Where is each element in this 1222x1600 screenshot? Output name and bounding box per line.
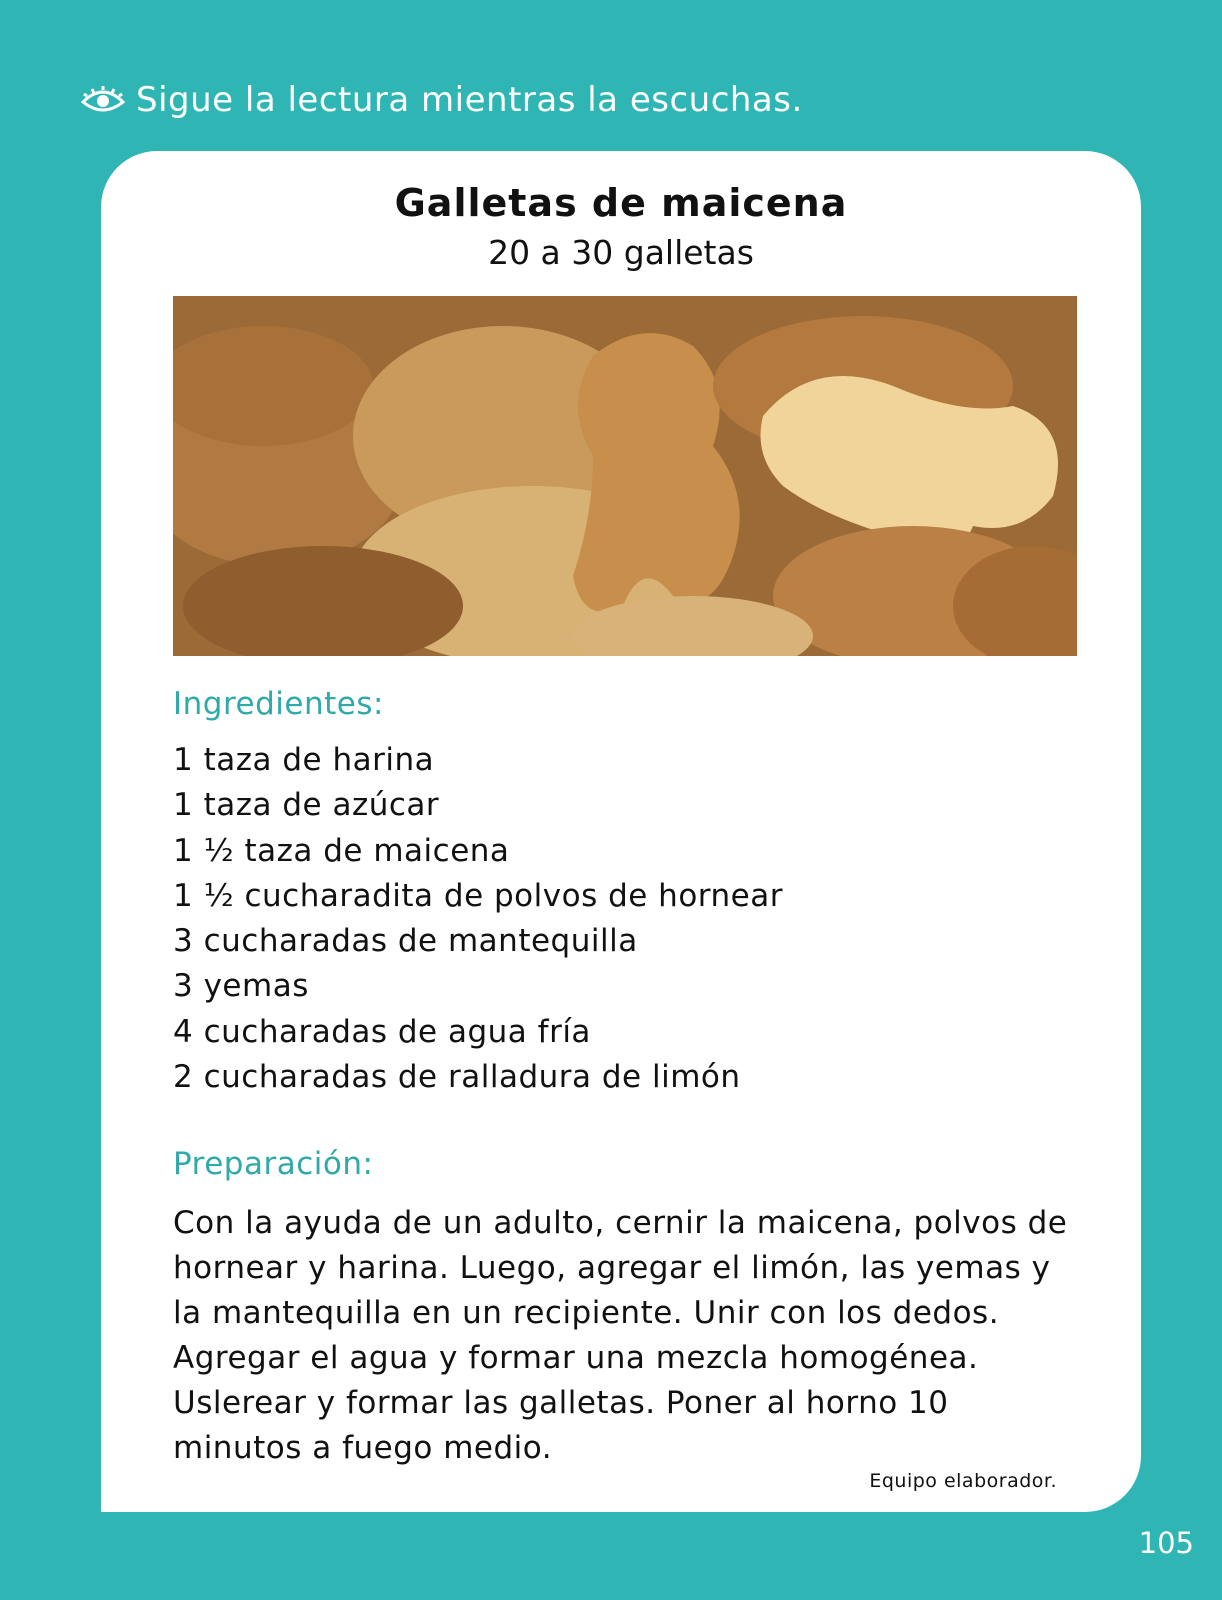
preparation-text: Con la ayuda de un adulto, cernir la maicena, polvos de hornear y harina. Luego, agregar el limón, las yemas y la mantequilla en un recipiente. Unir con los dedos. Agregar el agua y formar una mezcla homogénea. Uslerear y formar las galletas. Poner al horno 10 minutos a fuego medio.	[173, 1205, 1068, 1466]
recipe-title: Galletas de maicena	[394, 181, 848, 225]
list-item: 2 cucharadas de ralladura de limón	[173, 1059, 741, 1096]
credit-text: Equipo elaborador.	[869, 1470, 1057, 1492]
list-item: 4 cucharadas de agua fría	[173, 1013, 591, 1050]
list-item: 1 ½ taza de maicena	[173, 832, 510, 869]
page-number: 105	[1138, 1526, 1194, 1560]
list-item: 1 ½ cucharadita de polvos de hornear	[173, 877, 783, 914]
cookies-photo	[173, 296, 1077, 656]
ingredients-heading: Ingredientes:	[173, 686, 384, 722]
recipe-yield: 20 a 30 galletas	[488, 233, 754, 272]
list-item: 3 yemas	[173, 968, 309, 1005]
list-item: 1 taza de harina	[173, 742, 435, 778]
list-item: 1 taza de azúcar	[173, 787, 440, 824]
recipe-card	[101, 151, 1141, 1512]
list-item: 3 cucharadas de mantequilla	[173, 923, 638, 960]
reading-instruction	[80, 80, 803, 120]
eye-icon	[80, 84, 126, 116]
ingredients-list	[173, 738, 783, 1100]
preparation-heading: Preparación:	[173, 1146, 374, 1182]
instruction-text: Sigue la lectura mientras la escuchas.	[136, 80, 803, 120]
